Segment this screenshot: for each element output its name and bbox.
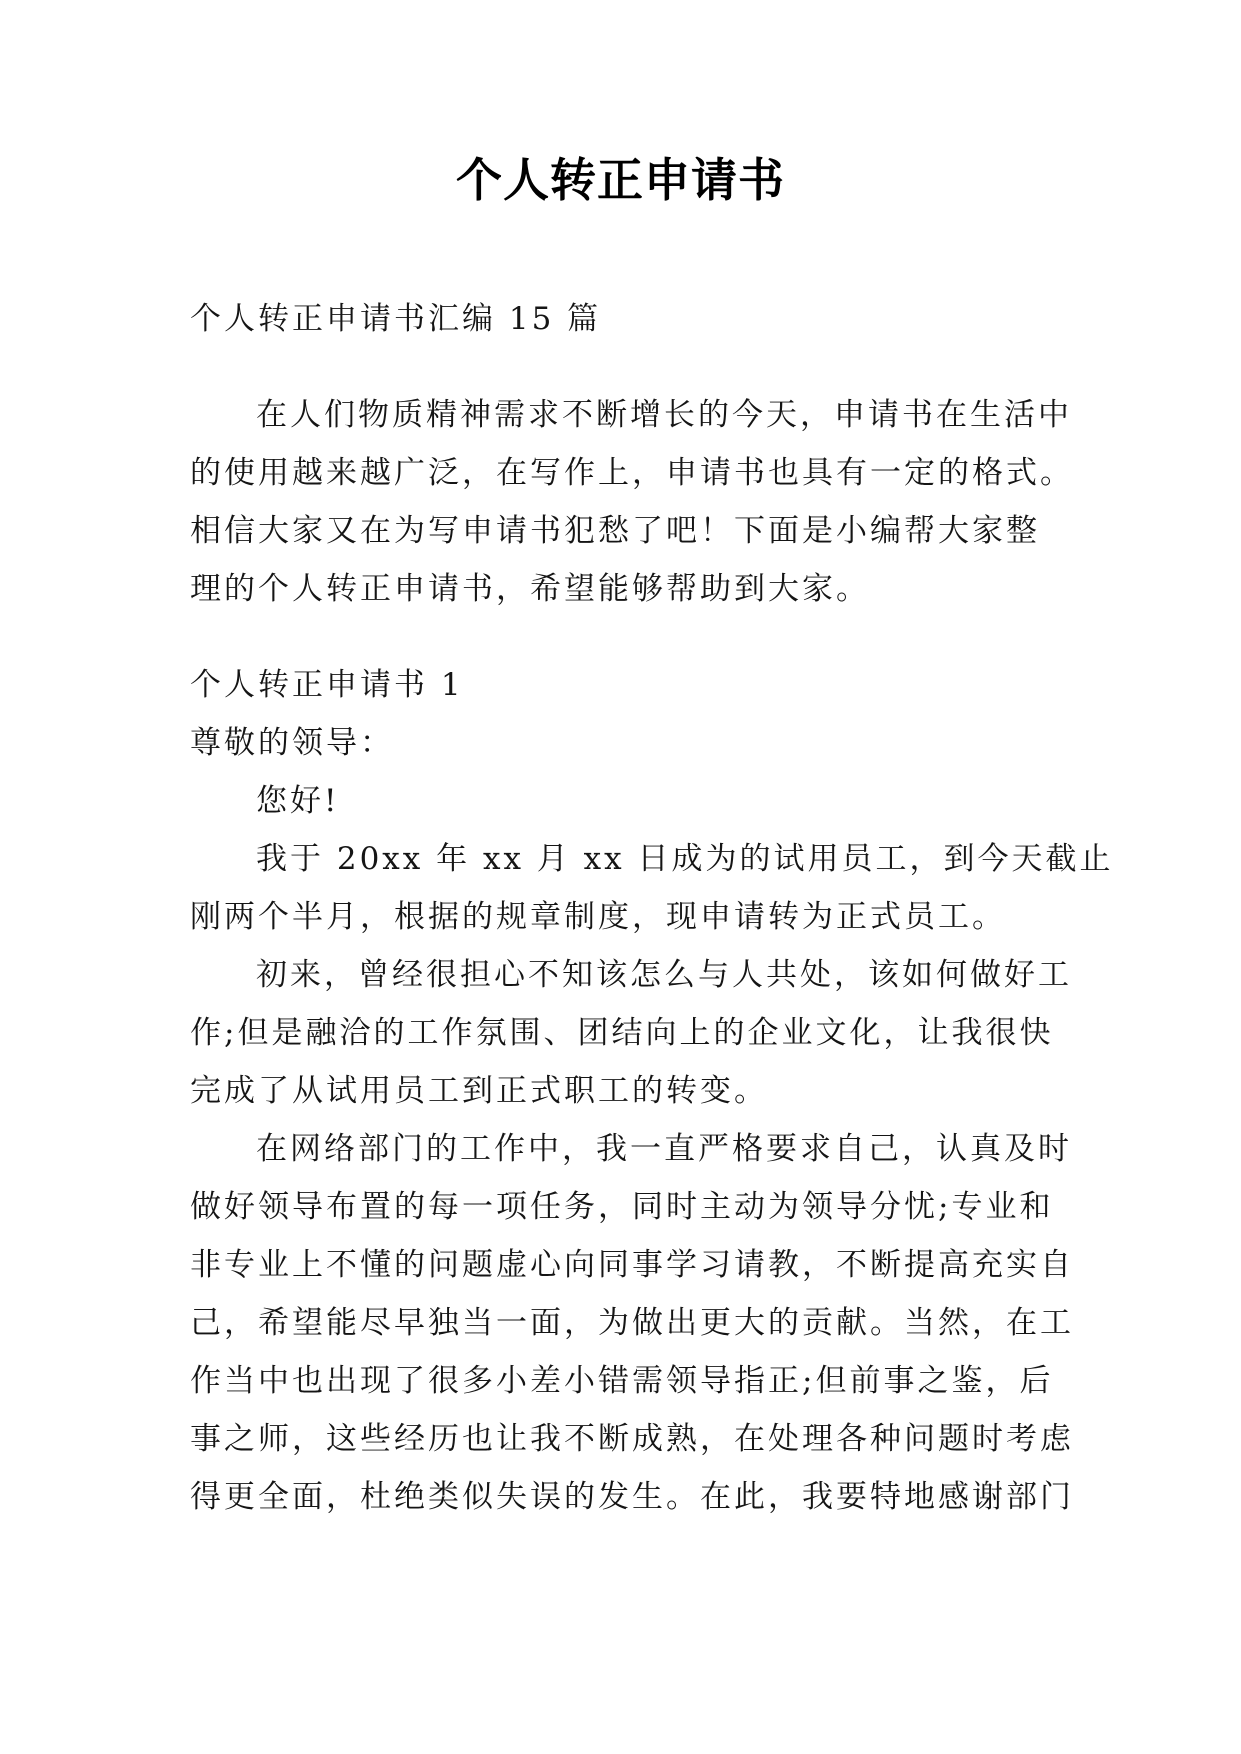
- paragraph-line: 在网络部门的工作中，我一直严格要求自己，认真及时: [256, 1131, 1072, 1167]
- paragraph-line: 刚两个半月，根据的规章制度，现申请转为正式员工。: [190, 899, 1006, 935]
- body-paragraph-3: [190, 1120, 1074, 1526]
- intro-line: 在人们物质精神需求不断增长的今天，申请书在生活中: [256, 397, 1072, 433]
- paragraph-line: 得更全面，杜绝类似失误的发生。在此，我要特地感谢部门: [190, 1479, 1074, 1515]
- intro-paragraph: [190, 386, 1074, 618]
- document-body: [190, 290, 1114, 1526]
- document-subtitle: 个人转正申请书汇编 15 篇: [190, 301, 602, 337]
- salutation: 尊敬的领导：: [190, 725, 394, 761]
- paragraph-line: 事之师，这些经历也让我不断成熟，在处理各种问题时考虑: [190, 1421, 1074, 1457]
- document-title: 个人转正申请书: [456, 153, 785, 207]
- paragraph-line: 完成了从试用员工到正式职工的转变。: [190, 1073, 768, 1109]
- paragraph-line: 作当中也出现了很多小差小错需领导指正;但前事之鉴，后: [190, 1363, 1054, 1399]
- paragraph-spacer: [190, 618, 1060, 656]
- paragraph-line: 作;但是融洽的工作氛围、团结向上的企业文化，让我很快: [190, 1015, 1054, 1051]
- greeting: 您好!: [256, 783, 340, 819]
- intro-line: 的使用越来越广泛，在写作上，申请书也具有一定的格式。: [190, 455, 1074, 491]
- paragraph-line: 己，希望能尽早独当一面，为做出更大的贡献。当然，在工: [190, 1305, 1074, 1341]
- paragraph-line: 初来，曾经很担心不知该怎么与人共处，该如何做好工: [256, 957, 1072, 993]
- body-paragraph-1: [190, 830, 1114, 946]
- paragraph-line: 非专业上不懂的问题虚心向同事学习请教，不断提高充实自: [190, 1247, 1074, 1283]
- intro-line: 理的个人转正申请书，希望能够帮助到大家。: [190, 571, 870, 607]
- intro-line: 相信大家又在为写申请书犯愁了吧！下面是小编帮大家整: [190, 513, 1040, 549]
- section-heading: 个人转正申请书 1: [190, 667, 464, 703]
- paragraph-line: 我于 20xx 年 xx 月 xx 日成为的试用员工，到今天截止: [256, 841, 1114, 877]
- body-paragraph-2: [190, 946, 1072, 1120]
- paragraph-line: 做好领导布置的每一项任务，同时主动为领导分忧;专业和: [190, 1189, 1054, 1225]
